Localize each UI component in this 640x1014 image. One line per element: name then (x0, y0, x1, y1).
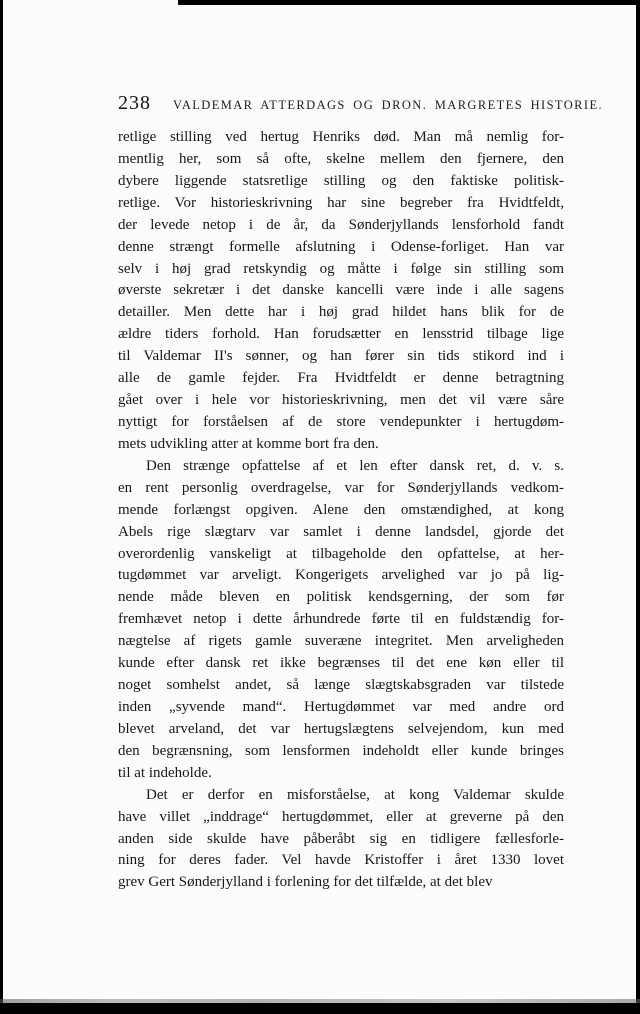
page-number: 238 (118, 92, 151, 114)
scan-edge-bottom (0, 1003, 640, 1014)
text-line: denne strængt formelle afslutning i Odense-forliget. Han var (118, 238, 564, 255)
text-line: dybere liggende statsretlige stilling og den faktiske politisk- (118, 172, 564, 189)
text-line: der levede netop i de år, da Sønderjyllands lensforhold fandt (118, 216, 564, 233)
text-line: mende forlængst opgiven. Alene den omstændighed, at kong (118, 501, 564, 518)
text-line: den begrænsning, som lensformen indeholdt eller kunde bringes (118, 742, 564, 759)
text-line: gået over i hele vor historieskrivning, men det vil være såre (118, 392, 564, 409)
text-line: noget somhelst andet, så længe slægtskabsgraden var tilstede (118, 677, 564, 694)
paragraph (118, 127, 564, 456)
text-line: detailler. Men dette har i høj grad hildet hans blik for de (118, 304, 564, 321)
text-line: ning for deres fader. Vel havde Kristoffer i året 1330 lovet (118, 852, 564, 869)
text-line: Den strænge opfattelse af et len efter dansk ret, d. v. s. (146, 457, 564, 474)
text-line: til Valdemar II's sønner, og han fører sin tids stikord ind i (118, 348, 564, 365)
text-line: øverste sekretær i det danske kancelli være inde i alle sagens (118, 282, 564, 299)
text-line: alle de gamle fejder. Fra Hvidtfeldt er denne betragtning (118, 370, 564, 387)
text-line: have villet „inddrage“ hertugdømmet, eller at greverne på den (118, 808, 564, 825)
scan-edge-right (636, 0, 640, 1014)
scan-edge-top (178, 0, 640, 5)
text-line: nende måde bleven en politisk kendsgerning, der som før (118, 589, 564, 606)
body-text (118, 127, 564, 894)
text-line: nægtelse af rigets gamle suveræne integritet. Men arveligheden (118, 633, 564, 650)
text-line: retlige stilling ved hertug Henriks død. Man må nemlig for- (118, 129, 564, 145)
text-line: anden side skulde have påberåbt sig en tidligere fællesforle- (118, 830, 564, 847)
text-line: mentlig her, som så ofte, skelne mellem den fjernere, den (118, 150, 564, 167)
text-line: Abels rige slægtarv var samlet i denne landsdel, gjorde det (118, 523, 564, 540)
text-line: mets udvikling atter at komme bort fra den. (118, 435, 379, 452)
text-line: kunde efter dansk ret ikke begrænses til det ene køn eller til (118, 655, 564, 672)
text-line: ældre tiders forhold. Han forudsætter en lensstrid tilbage lige (118, 326, 564, 343)
text-line: retlige. Vor historieskrivning har sine begreber fra Hvidtfeldt, (118, 194, 564, 211)
text-line: overordenlig vanskeligt at tilbageholde den opfattelse, at her- (118, 545, 564, 562)
text-line: en rent personlig overdragelse, var for Sønderjyllands vedkom- (118, 479, 564, 496)
text-line: grev Gert Sønderjylland i forlening for det tilfælde, at det blev (118, 874, 493, 891)
text-line: selv i høj grad retskyndig og måtte i følge sin stilling som (118, 260, 564, 277)
text-line: til at indeholde. (118, 764, 212, 781)
scan-edge-left (0, 0, 3, 1014)
text-line: Det er derfor en misforståelse, at kong Valdemar skulde (146, 786, 564, 803)
paragraph (118, 785, 564, 895)
text-line: nyttigt for forståelsen af de store vendepunkter i hertugdøm- (118, 413, 564, 430)
running-title: VALDEMAR ATTERDAGS OG DRON. MARGRETES HISTORIE. (173, 98, 604, 112)
paragraph (118, 456, 564, 785)
text-line: tugdømmet var arveligt. Kongerigets arvelighed var jo på lig- (118, 567, 564, 584)
text-line: fremhævet netop i dette århundrede førte til en fuldstændig for- (118, 611, 564, 628)
running-head (118, 92, 604, 115)
text-line: blevet arveland, det var hertugslægtens selvejendom, kun med (118, 720, 564, 737)
text-line: inden „syvende mand“. Hertugdømmet var med andre ord (118, 698, 564, 715)
